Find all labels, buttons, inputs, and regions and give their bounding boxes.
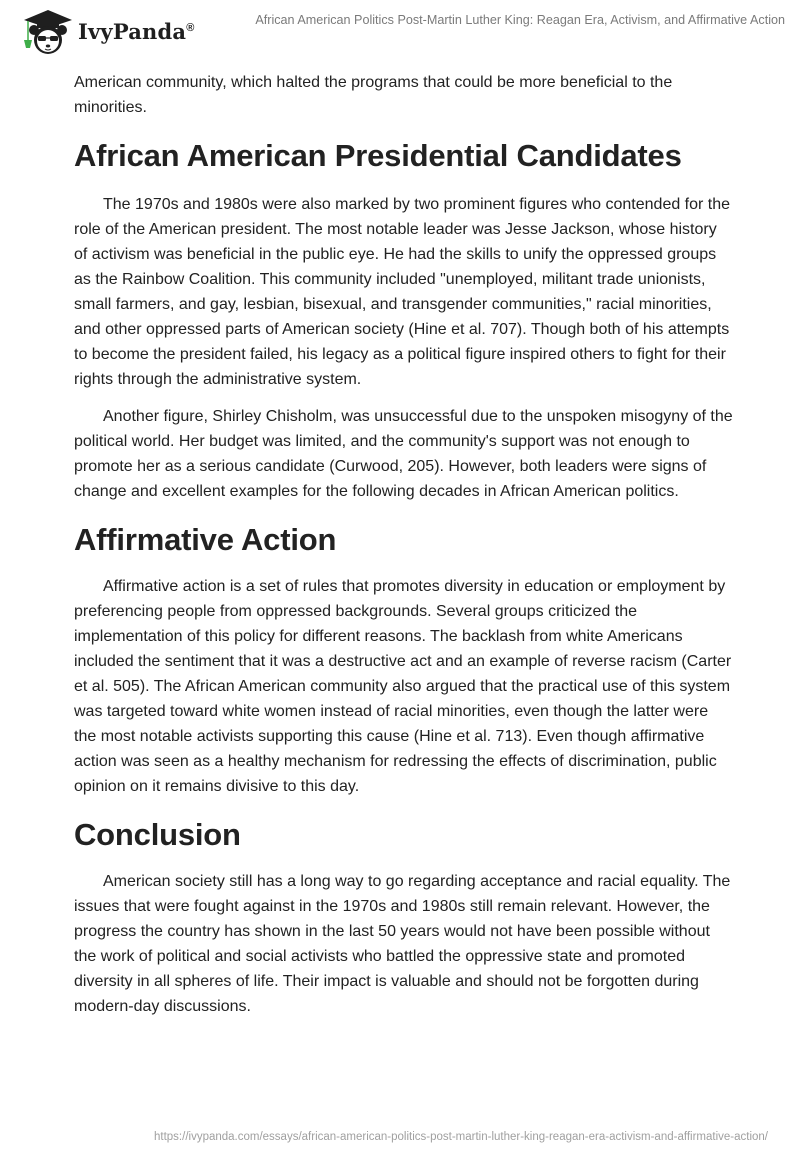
section-heading: African American Presidential Candidates (74, 138, 682, 173)
article-body (74, 70, 734, 1031)
paragraph: Affirmative action is a set of rules that promotes diversity in education or employment by preferencing people from oppressed backgrounds. Several groups criticized the implementation of this policy for different reasons. The backlash from white Americans included the sentiment that it was a destructive act and an example of reverse racism (Carter et al. 505). The African American community also argued that the practical use of this system was targeted toward white women instead of racial minorities, even though the latter were the most notable activists supporting this cause (Hine et al. 713). Even though affirmative action was seen as a healthy mechanism for redressing the effects of discrimination, public opinion on it remains divisive to this day. (74, 578, 732, 795)
document-title: African American Politics Post-Martin Luther King: Reagan Era, Activism, and Affirmative Action (255, 13, 785, 27)
paragraph: Another figure, Shirley Chisholm, was unsuccessful due to the unspoken misogyny of the political world. Her budget was limited, and the community's support was not enough to promote her as a serious candidate (Curwood, 205). However, both leaders were signs of change and excellent examples for the following decades in African American politics. (74, 408, 733, 500)
page-header (0, 0, 800, 60)
source-url[interactable]: https://ivypanda.com/essays/african-american-politics-post-martin-luther-king-reagan-era-activism-and-affirmative-action/ (154, 1131, 768, 1143)
brand-logo[interactable] (18, 6, 195, 56)
section-heading: Conclusion (74, 817, 241, 852)
brand-name: IvyPanda® (78, 18, 195, 44)
panda-graduate-icon (18, 6, 74, 56)
paragraph: American society still has a long way to go regarding acceptance and racial equality. The issues that were fought against in the 1970s and 1980s still remain relevant. However, the progress the country has shown in the last 50 years would not have been possible without the work of political and social activists who battled the oppressive state and promoted diversity in all spheres of life. Their impact is valuable and should not be forgotten during modern-day discussions. (74, 873, 731, 1015)
intro-paragraph-fragment: American community, which halted the programs that could be more beneficial to the minorities. (74, 74, 673, 116)
section-heading: Affirmative Action (74, 522, 337, 557)
paragraph: The 1970s and 1980s were also marked by two prominent figures who contended for the role of the American president. The most notable leader was Jesse Jackson, whose history of activism was beneficial in the public eye. He had the skills to unify the oppressed groups as the Rainbow Coalition. This community included "unemployed, militant trade unionists, small farmers, and gay, lesbian, bisexual, and transgender communities," racial minorities, and other oppressed parts of American society (Hine et al. 707). Though both of his attempts to become the president failed, his legacy as a political figure inspired others to fight for their rights through the administrative system. (74, 196, 731, 388)
